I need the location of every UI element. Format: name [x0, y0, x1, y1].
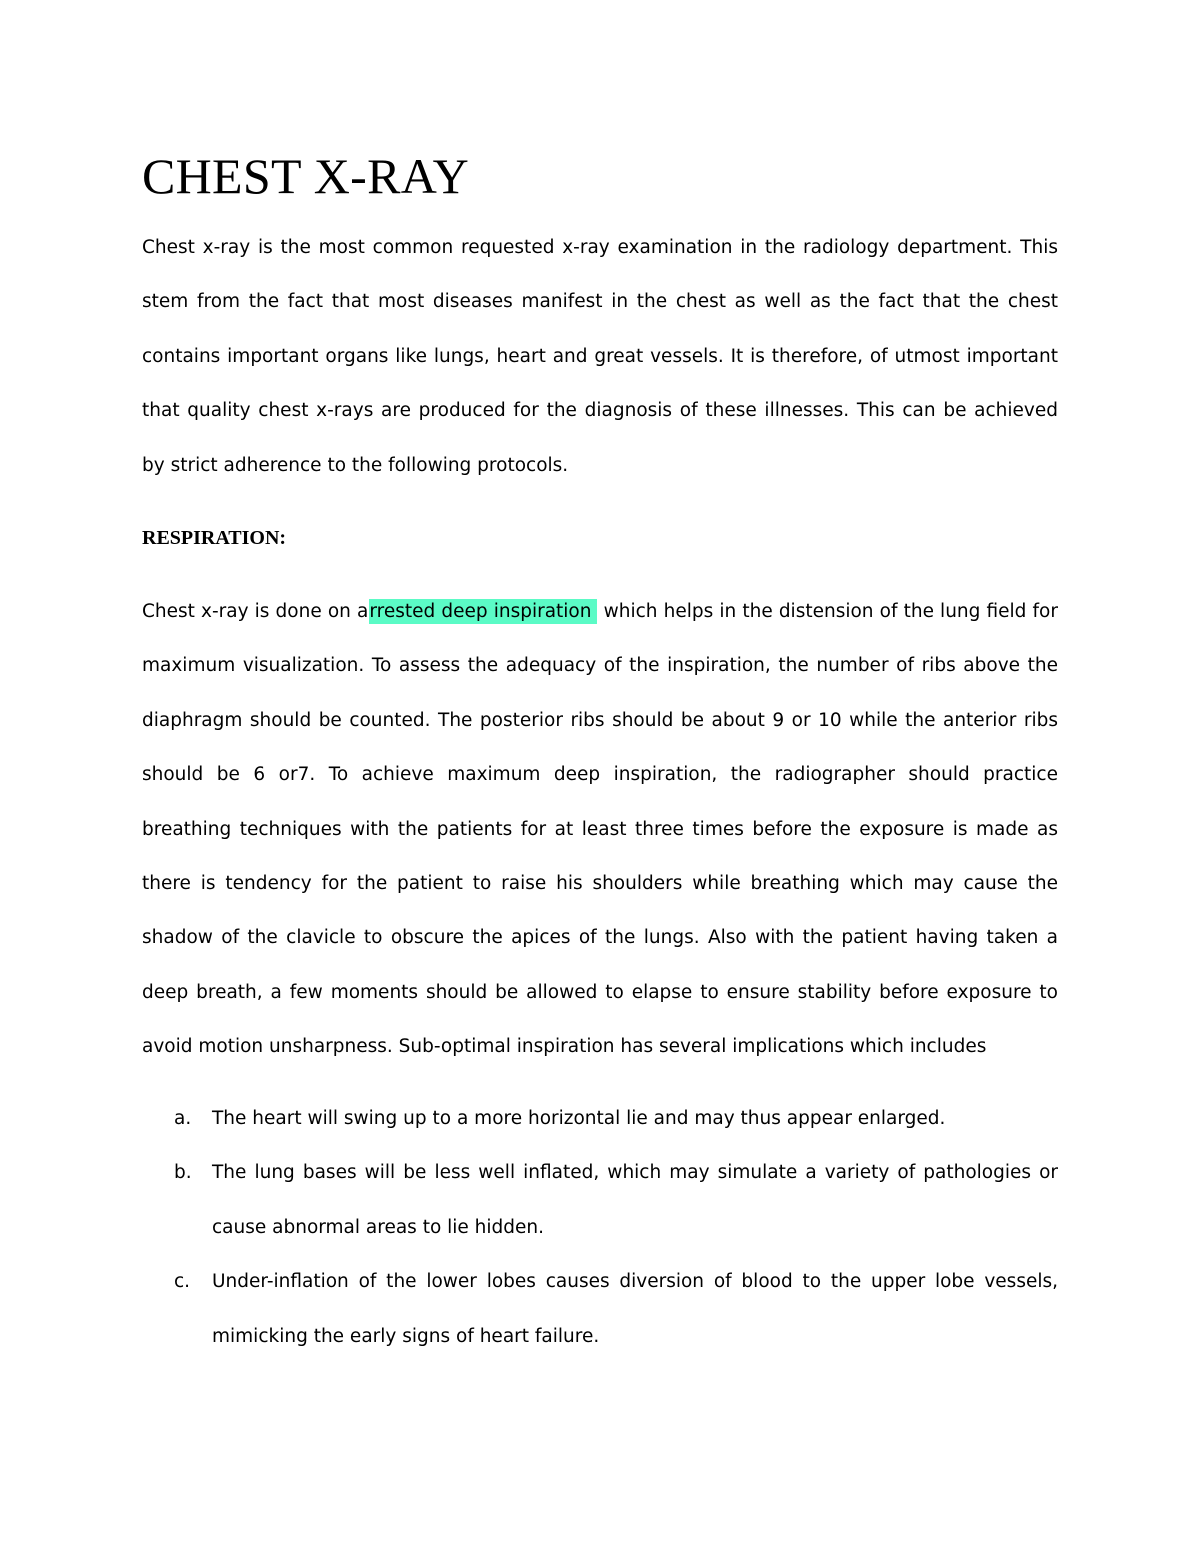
implications-list: [142, 1092, 1058, 1364]
document-title: CHEST X-RAY: [142, 148, 469, 204]
respiration-text-start: Chest x-ray is done on a: [142, 601, 369, 622]
list-marker: a.: [174, 1108, 192, 1129]
list-item-text: The lung bases will be less well inflated, which may simulate a variety of pathologies or cause abnormal areas to lie hidden.: [212, 1162, 1058, 1238]
list-item-text: The heart will swing up to a more horizontal lie and may thus appear enlarged.: [212, 1108, 946, 1129]
list-item: [142, 1255, 1058, 1364]
list-item-text: Under-inflation of the lower lobes causes diversion of blood to the upper lobe vessels, mimicking the early signs of heart failure.: [212, 1271, 1058, 1347]
list-marker: b.: [174, 1162, 192, 1184]
intro-paragraph: Chest x-ray is the most common requested x-ray examination in the radiology department. This stem from the fact that most diseases manifest in the chest as well as the fact that the chest contains important organs like lungs, heart and great vessels. It is therefore, of utmost important that quality chest x-rays are produced for the diagnosis of these illnesses. This can be achieved by strict adherence to the following protocols.: [142, 237, 1058, 476]
list-item: [142, 1146, 1058, 1255]
highlighted-text[interactable]: rrested deep inspiration: [369, 599, 597, 624]
list-item: [142, 1092, 1058, 1146]
respiration-text-rest: which helps in the distension of the lung field for maximum visualization. To assess the adequacy of the inspiration, the number of ribs above the diaphragm should be counted. The posterior ribs should be about 9 or 10 while the anterior ribs should be 6 or7. To achieve maximum deep inspiration, the radiographer should practice breathing techniques with the patients for at least three times before the exposure is made as there is tendency for the patient to raise his shoulders while breathing which may cause the shadow of the clavicle to obscure the apices of the lungs. Also with the patient having taken a deep breath, a few moments should be allowed to elapse to ensure stability before exposure to avoid motion unsharpness. Sub-optimal inspiration has several implications which includes: [142, 601, 1058, 1058]
respiration-paragraph: [142, 585, 1058, 1075]
list-marker: c.: [174, 1271, 191, 1293]
section-heading-respiration: RESPIRATION:: [142, 527, 287, 549]
